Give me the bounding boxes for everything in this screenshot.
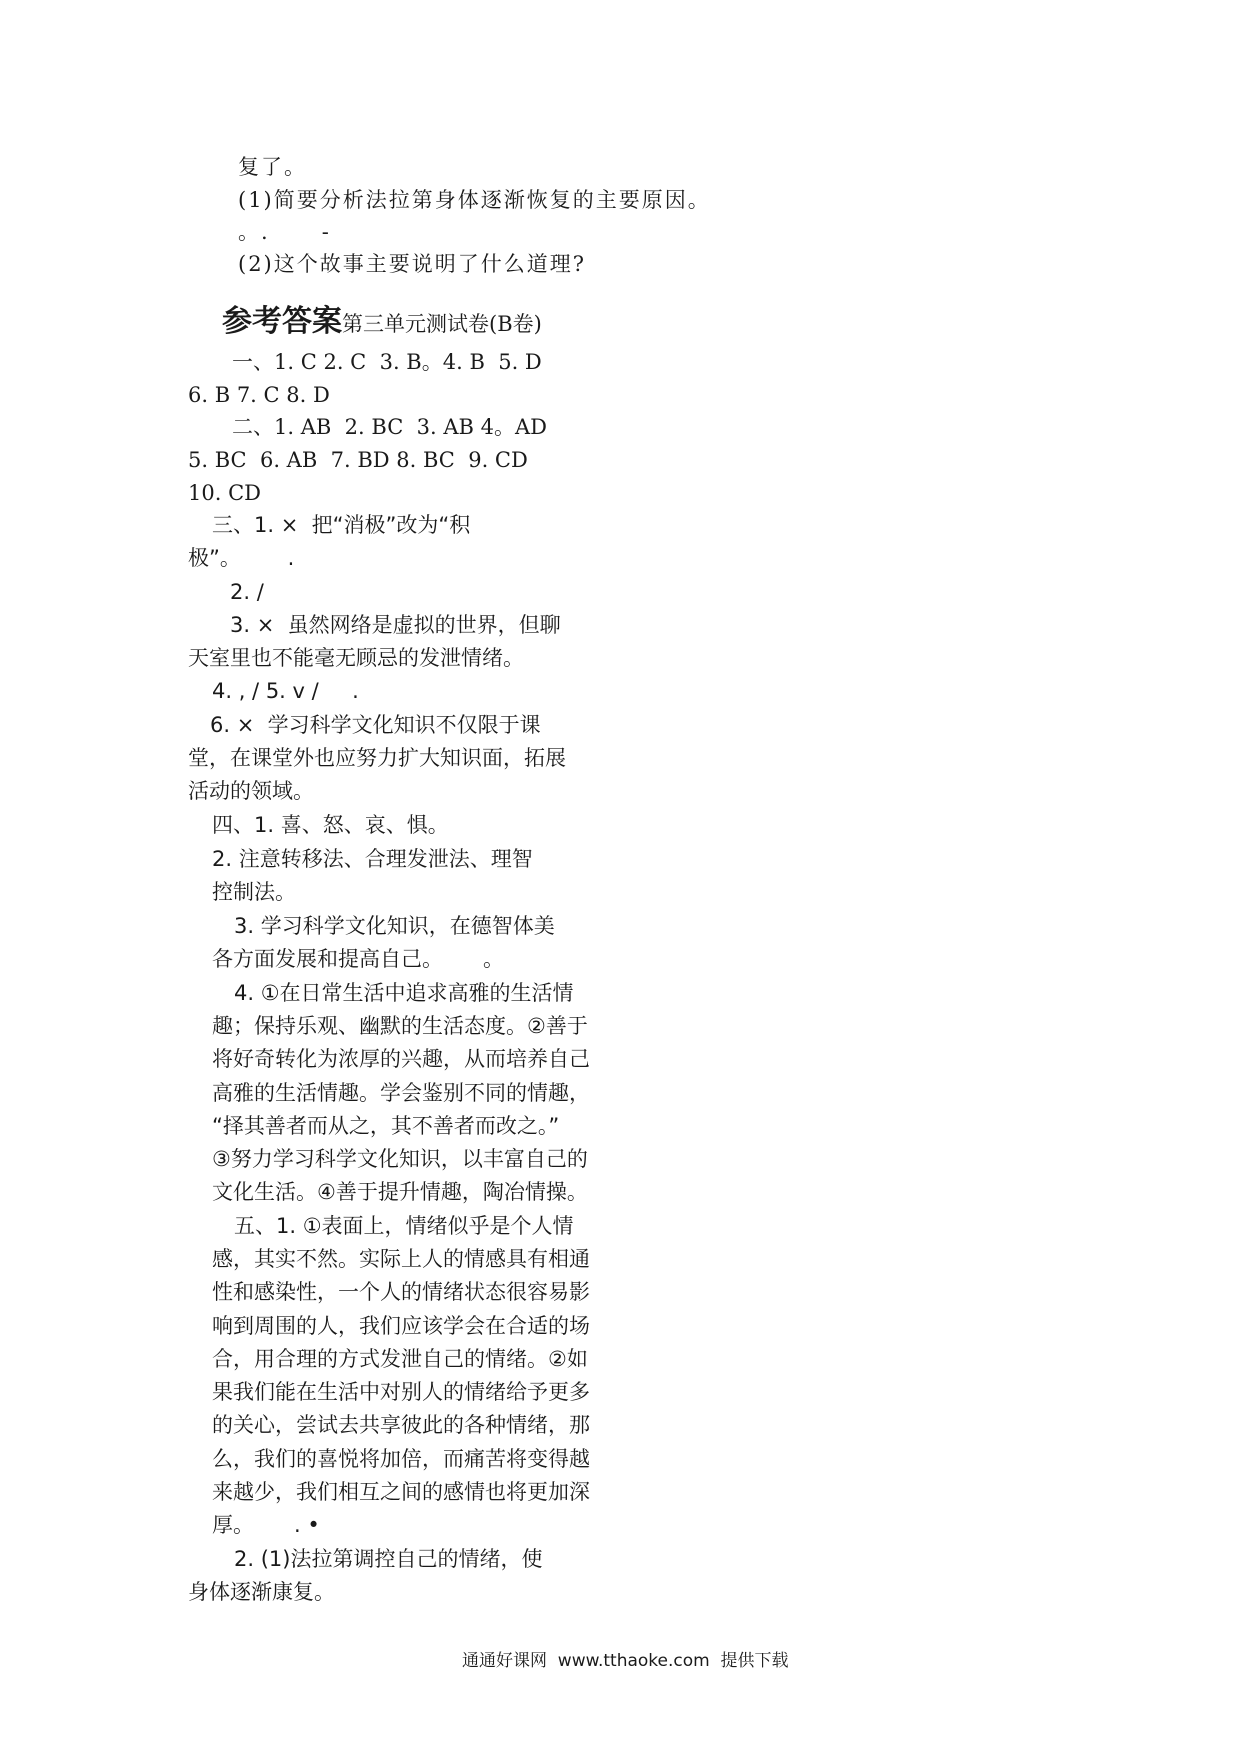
answer-line: 的关心，尝试去共享彼此的各种情绪，那 — [212, 1413, 590, 1437]
answer-line: 感，其实不然。实际上人的情感具有相通 — [212, 1247, 590, 1271]
answer-line: 么，我们的喜悦将加倍，而痛苦将变得越 — [212, 1447, 590, 1471]
answer-line: 3. × 虽然网络是虚拟的世界，但聊 — [230, 613, 561, 637]
answer-line: 五、1. ①表面上，情绪似乎是个人情 — [234, 1214, 574, 1238]
answer-line: 极”。 . — [188, 546, 295, 570]
answer-line: 性和感染性，一个人的情绪状态很容易影 — [212, 1280, 590, 1304]
answer-line: 活动的领域。 — [188, 779, 314, 803]
answer-line: 高雅的生活情趣。学会鉴别不同的情趣， — [212, 1081, 590, 1105]
answer-line: 3. 学习科学文化知识，在德智体美 — [234, 914, 555, 938]
answer-line: 响到周围的人，我们应该学会在合适的场 — [212, 1314, 590, 1338]
answer-line: 各方面发展和提高自己。 。 — [212, 947, 505, 971]
answer-line: 果我们能在生活中对别人的情绪给予更多 — [212, 1380, 590, 1404]
answer-line: 控制法。 — [212, 880, 296, 904]
answer-line: 堂，在课堂外也应努力扩大知识面，拓展 — [188, 746, 566, 770]
answer-line: 2. (1)法拉第调控自己的情绪，使 — [234, 1547, 543, 1571]
answer-line: 趣；保持乐观、幽默的生活态度。②善于 — [212, 1014, 588, 1038]
answer-line: ③努力学习科学文化知识，以丰富自己的 — [212, 1147, 588, 1171]
question-text-line: (2)这个故事主要说明了什么道理? — [238, 252, 587, 276]
answer-line: 将好奇转化为浓厚的兴趣，从而培养自己 — [212, 1047, 590, 1071]
answer-line: 4. ①在日常生活中追求高雅的生活情 — [234, 981, 574, 1005]
answer-line: 10. CD — [188, 481, 261, 505]
answer-line: 二、1. AB 2. BC 3. AB 4。AD — [232, 415, 547, 439]
question-text-line: (1)简要分析法拉第身体逐渐恢复的主要原因。 — [238, 188, 711, 212]
answer-heading — [222, 296, 542, 340]
answer-line: 6. B 7. C 8. D — [188, 383, 330, 407]
question-text-line: 。. - — [238, 220, 331, 244]
answer-line: “择其善者而从之，其不善者而改之。” — [212, 1114, 560, 1138]
answer-line: 厚。 . • — [212, 1513, 320, 1537]
answer-heading-subtitle: 第三单元测试卷(B卷) — [342, 312, 542, 336]
answer-line: 2. 注意转移法、合理发泄法、理智 — [212, 847, 533, 871]
answer-heading-title: 参考答案 — [222, 304, 342, 339]
answer-line: 一、1. C 2. C 3. B。4. B 5. D — [232, 350, 542, 374]
answer-line: 天室里也不能毫无顾忌的发泄情绪。 — [188, 646, 524, 670]
answer-line: 4. , / 5. v / . — [212, 679, 359, 703]
answer-line: 身体逐渐康复。 — [188, 1580, 335, 1604]
answer-line: 三、1. × 把“消极”改为“积 — [212, 513, 471, 537]
page-footer: 通通好课网 www.tthaoke.com 提供下载 — [462, 1651, 789, 1671]
answer-line: 2. / — [230, 580, 264, 604]
answer-line: 6. × 学习科学文化知识不仅限于课 — [210, 713, 541, 737]
answer-line: 5. BC 6. AB 7. BD 8. BC 9. CD — [188, 448, 528, 472]
answer-line: 四、1. 喜、怒、哀、惧。 — [212, 813, 449, 837]
answer-line: 合，用合理的方式发泄自己的情绪。②如 — [212, 1347, 588, 1371]
question-text-line: 复了。 — [238, 155, 307, 179]
answer-line: 文化生活。④善于提升情趣，陶冶情操。 — [212, 1180, 588, 1204]
answer-line: 来越少，我们相互之间的感情也将更加深 — [212, 1480, 590, 1504]
